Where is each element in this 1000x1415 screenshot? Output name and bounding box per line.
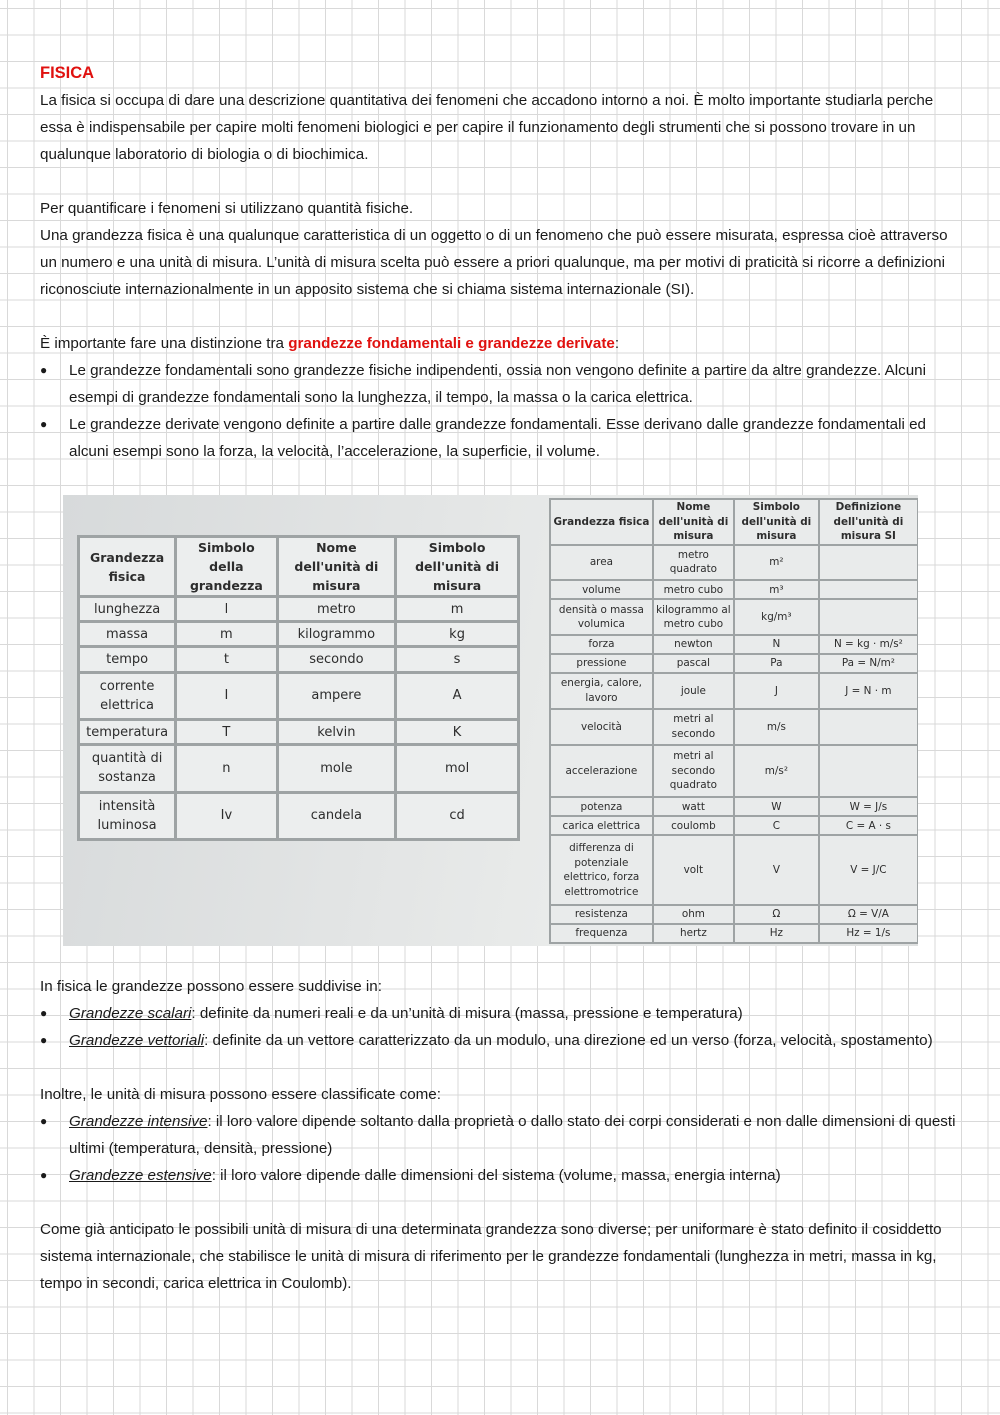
- table-cell: m: [397, 598, 517, 620]
- table-cell: metro: [279, 598, 395, 620]
- table-cell: kg/m³: [735, 600, 818, 634]
- derived-units-table: [549, 498, 918, 944]
- table-row: [80, 598, 517, 620]
- table-cell: volume: [551, 581, 652, 598]
- table-cell: n: [177, 746, 275, 790]
- table-cell: accelerazione: [551, 746, 652, 797]
- table-cell: J: [735, 674, 818, 708]
- table-row: [80, 623, 517, 645]
- table-cell: W = J/s: [820, 798, 917, 815]
- table-cell: mol: [397, 746, 517, 790]
- table-cell: Ω = V/A: [820, 906, 917, 923]
- table-cell: differenza di potenziale elettrico, forza elettromotrice: [551, 836, 652, 904]
- table-cell: T: [177, 721, 275, 743]
- table-header: Definizione dell'unità di misura SI: [820, 500, 917, 544]
- table-cell: V = J/C: [820, 836, 917, 904]
- table-cell: potenza: [551, 798, 652, 815]
- table-cell: densità o massa volumica: [551, 600, 652, 634]
- table-cell: s: [397, 648, 517, 670]
- table-cell: kelvin: [279, 721, 395, 743]
- table-cell: hertz: [654, 925, 733, 942]
- table-header-row: [80, 538, 517, 595]
- classification-paragraph: In fisica le grandezze possono essere suddivise in:: [40, 978, 382, 995]
- table-row: [551, 674, 917, 708]
- page-title: FISICA: [40, 64, 95, 82]
- table-cell: cd: [397, 794, 517, 838]
- table-cell: lunghezza: [80, 598, 174, 620]
- table-cell: A: [397, 674, 517, 718]
- table-header: Simbolo dell'unità di misura: [397, 538, 517, 595]
- table-cell: [820, 746, 917, 797]
- table-row: [80, 648, 517, 670]
- table-cell: m²: [735, 546, 818, 580]
- table-cell: m: [177, 623, 275, 645]
- table-cell: joule: [654, 674, 733, 708]
- list-item: ● Le grandezze derivate vengono definite a partire dalle grandezze fondamentali. Esse derivano dalle grandezze fondamentali ed alcuni esempi sono la forza, la velocità, l’accelerazione, la superficie, il volume.: [40, 411, 965, 465]
- bullet-icon: ●: [40, 1168, 48, 1182]
- table-cell: quantità di sostanza: [80, 746, 174, 790]
- table-row: [80, 674, 517, 718]
- table-cell: intensità luminosa: [80, 794, 174, 838]
- table-cell: t: [177, 648, 275, 670]
- table-cell: [820, 581, 917, 598]
- highlight-text: grandezze fondamentali e grandezze derivate: [288, 335, 615, 352]
- table-row: [551, 746, 917, 797]
- list-item: ● Le grandezze fondamentali sono grandezze fisiche indipendenti, ossia non vengono definite a partire da altre grandezze. Alcuni esempi di grandezze fondamentali sono la lunghezza, il tempo, la massa o la carica elettrica.: [40, 357, 965, 411]
- table-row: [80, 746, 517, 790]
- table-cell: coulomb: [654, 817, 733, 834]
- table-cell: m³: [735, 581, 818, 598]
- table-cell: ohm: [654, 906, 733, 923]
- table-row: [551, 600, 917, 634]
- table-row: [551, 836, 917, 904]
- physical-quantity-paragraph: Una grandezza fisica è una qualunque caratteristica di un oggetto o di un fenomeno che può essere misurata, espressa cioè attraverso un numero e una unità di misura. L’unità di misura scelta può essere a priori qualunque, ma per motivi di praticità si ricorre a definizioni riconosciute internazionalmente in un apposito sistema che si chiama sistema internazionale (SI).: [40, 227, 948, 298]
- table-cell: mole: [279, 746, 395, 790]
- table-cell: m/s: [735, 710, 818, 744]
- table-cell: V: [735, 836, 818, 904]
- table-cell: Ω: [735, 906, 818, 923]
- bullet-icon: ●: [40, 1006, 48, 1020]
- table-cell: Pa: [735, 655, 818, 672]
- table-cell: ampere: [279, 674, 395, 718]
- table-cell: [820, 710, 917, 744]
- table-cell: K: [397, 721, 517, 743]
- table-row: [551, 710, 917, 744]
- table-row: [80, 721, 517, 743]
- table-cell: I: [177, 674, 275, 718]
- list-item: ● Grandezze estensive: il loro valore dipende dalle dimensioni del sistema (volume, massa, energia interna): [40, 1162, 965, 1189]
- table-row: [551, 906, 917, 923]
- table-cell: area: [551, 546, 652, 580]
- table-cell: corrente elettrica: [80, 674, 174, 718]
- table-cell: Iv: [177, 794, 275, 838]
- table-header: Nome dell'unità di misura: [279, 538, 395, 595]
- table-header-row: [551, 500, 917, 544]
- table-cell: Hz: [735, 925, 818, 942]
- intro-paragraph: La fisica si occupa di dare una descrizione quantitativa dei fenomeni che accadono intorno a noi. È molto importante studiarla perche essa è indispensabile per capire molti fenomeni biologici e per capire il funzionamento degli strumenti che si possono trovare in un qualunque laboratorio di biologia o di biochimica.: [40, 92, 934, 163]
- table-cell: Pa = N/m²: [820, 655, 917, 672]
- table-cell: pressione: [551, 655, 652, 672]
- table-cell: candela: [279, 794, 395, 838]
- table-header: Simbolo della grandezza: [177, 538, 275, 595]
- quantities-paragraph: Per quantificare i fenomeni si utilizzano quantità fisiche.: [40, 200, 414, 217]
- table-cell: temperatura: [80, 721, 174, 743]
- table-cell: energia, calore, lavoro: [551, 674, 652, 708]
- table-cell: metri al secondo: [654, 710, 733, 744]
- table-cell: Hz = 1/s: [820, 925, 917, 942]
- table-cell: frequenza: [551, 925, 652, 942]
- table-cell: metro quadrato: [654, 546, 733, 580]
- table-cell: velocità: [551, 710, 652, 744]
- table-cell: metro cubo: [654, 581, 733, 598]
- table-row: [551, 546, 917, 580]
- list-item: ● Grandezze vettoriali: definite da un vettore caratterizzato da un modulo, una direzione ed un verso (forza, velocità, spostamento): [40, 1027, 965, 1054]
- table-cell: N = kg · m/s²: [820, 636, 917, 653]
- units-classification-paragraph: Inoltre, le unità di misura possono essere classificate come:: [40, 1086, 441, 1103]
- table-cell: resistenza: [551, 906, 652, 923]
- table-cell: forza: [551, 636, 652, 653]
- table-header: Grandezza fisica: [80, 538, 174, 595]
- table-cell: massa: [80, 623, 174, 645]
- table-cell: secondo: [279, 648, 395, 670]
- table-row: [551, 581, 917, 598]
- table-row: [80, 794, 517, 838]
- table-cell: kg: [397, 623, 517, 645]
- table-row: [551, 798, 917, 815]
- table-row: [551, 655, 917, 672]
- bullet-icon: ●: [40, 417, 48, 431]
- bullet-icon: ●: [40, 1114, 48, 1128]
- table-cell: m/s²: [735, 746, 818, 797]
- term: Grandezze scalari: [69, 1005, 192, 1022]
- list-item: ● Grandezze intensive: il loro valore dipende soltanto dalla proprietà o dallo stato dei corpi considerati e non dalle dimensioni di questi ultimi (temperatura, densità, pressione): [40, 1108, 965, 1162]
- table-cell: l: [177, 598, 275, 620]
- term: Grandezze intensive: [69, 1113, 208, 1130]
- distinction-paragraph: È importante fare una distinzione tra grandezze fondamentali e grandezze derivate:: [40, 335, 620, 352]
- table-cell: W: [735, 798, 818, 815]
- table-cell: tempo: [80, 648, 174, 670]
- table-header: Nome dell'unità di misura: [654, 500, 733, 544]
- document-body: [40, 60, 965, 465]
- table-cell: J = N · m: [820, 674, 917, 708]
- term: Grandezze vettoriali: [69, 1032, 205, 1049]
- fundamental-units-table: [77, 535, 520, 841]
- table-cell: C: [735, 817, 818, 834]
- table-cell: C = A · s: [820, 817, 917, 834]
- table-row: [551, 817, 917, 834]
- bullet-icon: ●: [40, 363, 48, 377]
- table-header: Simbolo dell'unità di misura: [735, 500, 818, 544]
- bullet-icon: ●: [40, 1033, 48, 1047]
- table-cell: kilogrammo al metro cubo: [654, 600, 733, 634]
- units-tables-photo: [63, 495, 918, 946]
- table-cell: pascal: [654, 655, 733, 672]
- table-row: [551, 636, 917, 653]
- si-paragraph: Come già anticipato le possibili unità di misura di una determinata grandezza sono diverse; per uniformare è stato definito il cosiddetto sistema internazionale, che stabilisce le unità di misura di riferimento per le grandezze fondamentali (lunghezza in metri, massa in kg, tempo in secondi, carica elettrica in Coulomb).: [40, 1221, 942, 1292]
- table-cell: N: [735, 636, 818, 653]
- table-cell: carica elettrica: [551, 817, 652, 834]
- intensive-extensive-list: [40, 1108, 965, 1189]
- term: Grandezze estensive: [69, 1167, 212, 1184]
- list-item: ● Grandezze scalari: definite da numeri reali e da un’unità di misura (massa, pressione e temperatura): [40, 1000, 965, 1027]
- table-row: [551, 925, 917, 942]
- quantity-types-list: [40, 357, 965, 465]
- table-cell: volt: [654, 836, 733, 904]
- table-cell: [820, 546, 917, 580]
- table-header: Grandezza fisica: [551, 500, 652, 544]
- scalar-vector-list: [40, 1000, 965, 1054]
- table-cell: watt: [654, 798, 733, 815]
- document-body-lower: [40, 973, 965, 1297]
- table-cell: kilogrammo: [279, 623, 395, 645]
- table-cell: metri al secondo quadrato: [654, 746, 733, 797]
- table-cell: [820, 600, 917, 634]
- table-cell: newton: [654, 636, 733, 653]
